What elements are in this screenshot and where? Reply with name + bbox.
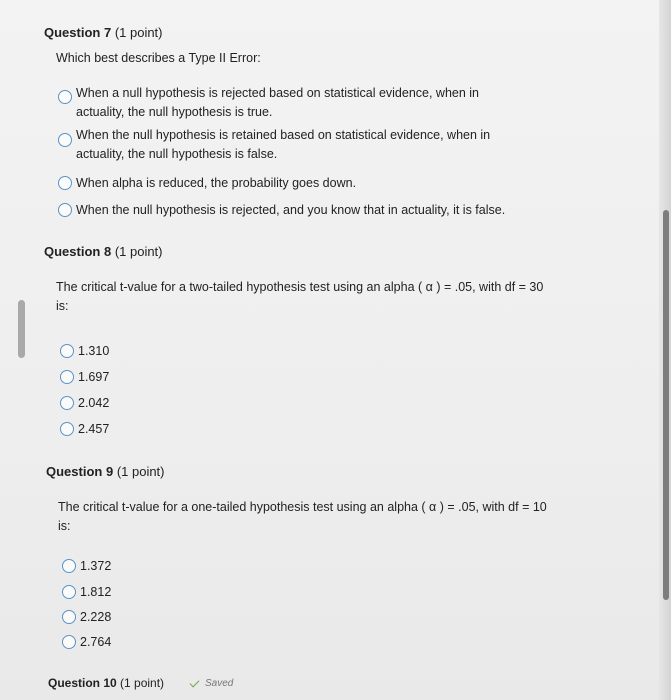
question-title-text: Question 7 — [44, 25, 112, 40]
question-points: (1 point) — [116, 464, 165, 479]
question-8-option-1[interactable] — [60, 342, 109, 361]
radio-button[interactable] — [60, 422, 74, 436]
option-label: 2.228 — [80, 610, 112, 624]
question-8-prompt: The critical t-value for a two-tailed hypothesis test using an alpha ( α ) = .05, with df = 30 is: — [56, 280, 544, 313]
option-label: 2.764 — [80, 635, 112, 649]
question-points: (1 point) — [120, 676, 165, 690]
question-title-text: Question 10 — [48, 676, 117, 690]
radio-button[interactable] — [60, 396, 74, 410]
question-8-option-3[interactable] — [60, 394, 109, 413]
option-label: 1.372 — [80, 559, 112, 573]
left-scroll-indicator[interactable] — [18, 300, 25, 358]
question-9-option-2[interactable] — [62, 583, 111, 602]
option-label: 1.697 — [78, 370, 110, 384]
radio-button[interactable] — [58, 203, 72, 217]
question-7-title — [44, 25, 163, 40]
question-10-title — [48, 676, 164, 690]
radio-button[interactable] — [62, 610, 76, 624]
question-7-prompt: Which best describes a Type II Error: — [56, 51, 261, 65]
radio-button[interactable] — [60, 344, 74, 358]
question-8-option-4[interactable] — [60, 420, 109, 439]
right-scrollbar-thumb[interactable] — [663, 210, 669, 600]
question-points: (1 point) — [114, 25, 163, 40]
option-label: When alpha is reduced, the probability goes down. — [76, 176, 357, 190]
radio-button[interactable] — [58, 176, 72, 190]
question-7-option-3[interactable] — [58, 174, 356, 193]
question-8-title — [44, 244, 163, 259]
question-7-option-4[interactable] — [58, 201, 505, 220]
question-9-option-1[interactable] — [62, 557, 111, 576]
saved-status-text: Saved — [205, 678, 234, 689]
option-label: When a null hypothesis is rejected based on statistical evidence, when in actuality, the null hypothesis is true. — [76, 86, 480, 119]
question-7-option-2[interactable] — [58, 126, 516, 164]
question-9-option-4[interactable] — [62, 633, 111, 652]
question-title-text: Question 9 — [46, 464, 114, 479]
option-label: 2.457 — [78, 422, 110, 436]
question-points: (1 point) — [114, 244, 163, 259]
question-9-title — [46, 464, 165, 479]
question-8-option-2[interactable] — [60, 368, 109, 387]
option-label: 1.310 — [78, 344, 110, 358]
radio-button[interactable] — [62, 635, 76, 649]
check-icon — [190, 677, 200, 687]
radio-button[interactable] — [58, 90, 72, 104]
radio-button[interactable] — [62, 559, 76, 573]
option-label: When the null hypothesis is retained based on statistical evidence, when in actuality, the null hypothesis is false. — [76, 128, 491, 161]
radio-button[interactable] — [62, 585, 76, 599]
radio-button[interactable] — [58, 133, 72, 147]
option-label: When the null hypothesis is rejected, and you know that in actuality, it is false. — [76, 203, 506, 217]
saved-status — [190, 678, 233, 689]
radio-button[interactable] — [60, 370, 74, 384]
question-7-option-1[interactable] — [58, 84, 516, 122]
question-9-option-3[interactable] — [62, 608, 111, 627]
option-label: 2.042 — [78, 396, 110, 410]
question-9-prompt: The critical t-value for a one-tailed hypothesis test using an alpha ( α ) = .05, with df = 10 is: — [58, 500, 547, 533]
right-scrollbar-track[interactable] — [659, 0, 671, 700]
question-title-text: Question 8 — [44, 244, 112, 259]
option-label: 1.812 — [80, 585, 112, 599]
